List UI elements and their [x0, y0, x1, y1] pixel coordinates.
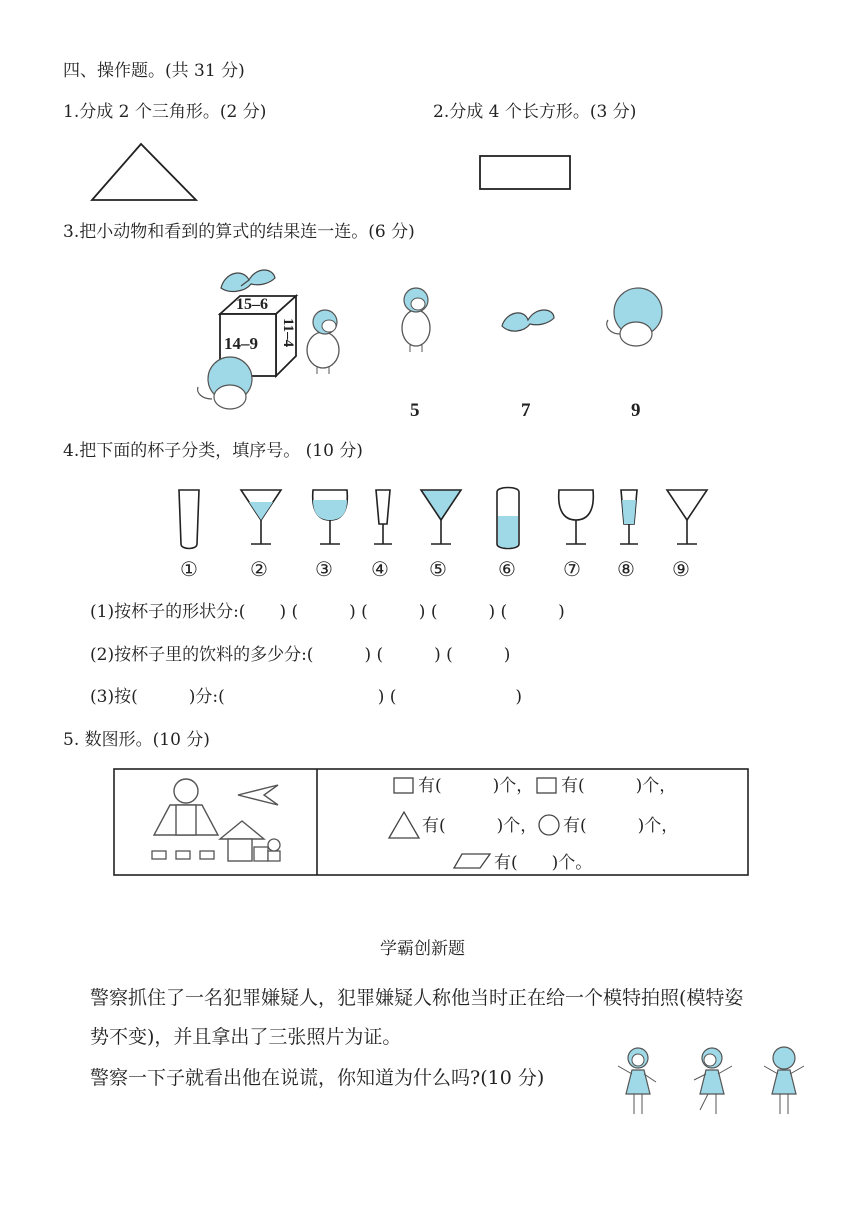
cup-6-icon	[497, 488, 519, 549]
cup-label-2: ②	[250, 557, 268, 581]
square-icon	[392, 776, 416, 796]
q4-text: 4.把下面的杯子分类，填序号。 (10 分)	[63, 441, 363, 461]
cup-label-7: ⑦	[563, 557, 581, 581]
cube-top-expression: 15–6	[236, 296, 268, 313]
cup-2-icon	[241, 490, 281, 544]
circle-icon	[536, 812, 562, 838]
innovation-para-1-line-1: 警察抓住了一名犯罪嫌疑人，犯罪嫌疑人称他当时正在给一个模特拍照(模特姿	[90, 987, 744, 1009]
triangle-figure	[88, 140, 200, 204]
q2-text: 2.分成 4 个长方形。(3 分)	[433, 102, 637, 122]
count-square: 有( )个，	[418, 776, 534, 796]
count-triangle: 有( )个，	[422, 816, 538, 836]
cup-9-icon	[667, 490, 707, 544]
cup-8-icon	[620, 490, 638, 544]
q5-text: 5. 数图形。(10 分)	[63, 730, 210, 750]
result-7: 7	[521, 400, 531, 421]
cup-label-9: ⑨	[672, 557, 690, 581]
lion-icon-2	[600, 284, 668, 354]
cube-side-expression: 11–4	[280, 318, 296, 348]
parallelogram-icon	[452, 852, 492, 870]
innovation-para-1-line-2: 势不变)，并且拿出了三张照片为证。	[90, 1026, 402, 1048]
model-photo-1	[612, 1044, 668, 1124]
count-rectangle: 有( )个，	[561, 776, 677, 796]
innovation-para-2: 警察一下子就看出他在说谎，你知道为什么吗?(10 分)	[90, 1067, 545, 1089]
butterfly-icon-2	[498, 304, 558, 336]
sheep-icon-2	[396, 286, 440, 354]
cup-label-5: ⑤	[429, 557, 447, 581]
butterfly-icon	[215, 262, 279, 296]
cup-label-8: ⑧	[617, 557, 635, 581]
cups-row	[165, 486, 715, 556]
q1-text: 1.分成 2 个三角形。(2 分)	[63, 102, 267, 122]
triangle-icon	[387, 810, 421, 840]
result-9: 9	[631, 400, 641, 421]
q4-line-1: (1)按杯子的形状分:( ) ( ) ( ) ( ) ( )	[90, 602, 565, 622]
cup-4-icon	[374, 490, 392, 544]
cup-label-1: ①	[180, 557, 198, 581]
cup-1-icon	[179, 490, 199, 549]
model-photo-3	[758, 1044, 814, 1124]
result-5: 5	[410, 400, 420, 421]
model-photo-2	[686, 1044, 742, 1124]
cup-label-3: ③	[315, 557, 333, 581]
rectangle-figure	[478, 154, 574, 192]
rectangle-icon	[535, 776, 559, 796]
cup-3-icon	[313, 490, 348, 544]
section-title: 四、操作题。(共 31 分)	[63, 61, 245, 81]
count-circle: 有( )个，	[563, 816, 679, 836]
sheep-icon	[303, 306, 347, 376]
innovation-title: 学霸创新题	[380, 939, 465, 959]
cup-label-6: ⑥	[498, 557, 516, 581]
q4-line-2: (2)按杯子里的饮料的多少分:( ) ( ) ( )	[90, 645, 511, 665]
cup-5-icon	[421, 490, 461, 544]
cup-label-4: ④	[371, 557, 389, 581]
cup-7-icon	[559, 490, 594, 544]
cube-front-expression: 14–9	[224, 334, 258, 353]
count-parallelogram: 有( )个。	[494, 853, 593, 873]
q3-text: 3.把小动物和看到的算式的结果连一连。(6 分)	[63, 222, 415, 242]
lion-icon	[192, 355, 264, 417]
q4-line-3: (3)按( )分:( ) ( )	[90, 687, 523, 707]
